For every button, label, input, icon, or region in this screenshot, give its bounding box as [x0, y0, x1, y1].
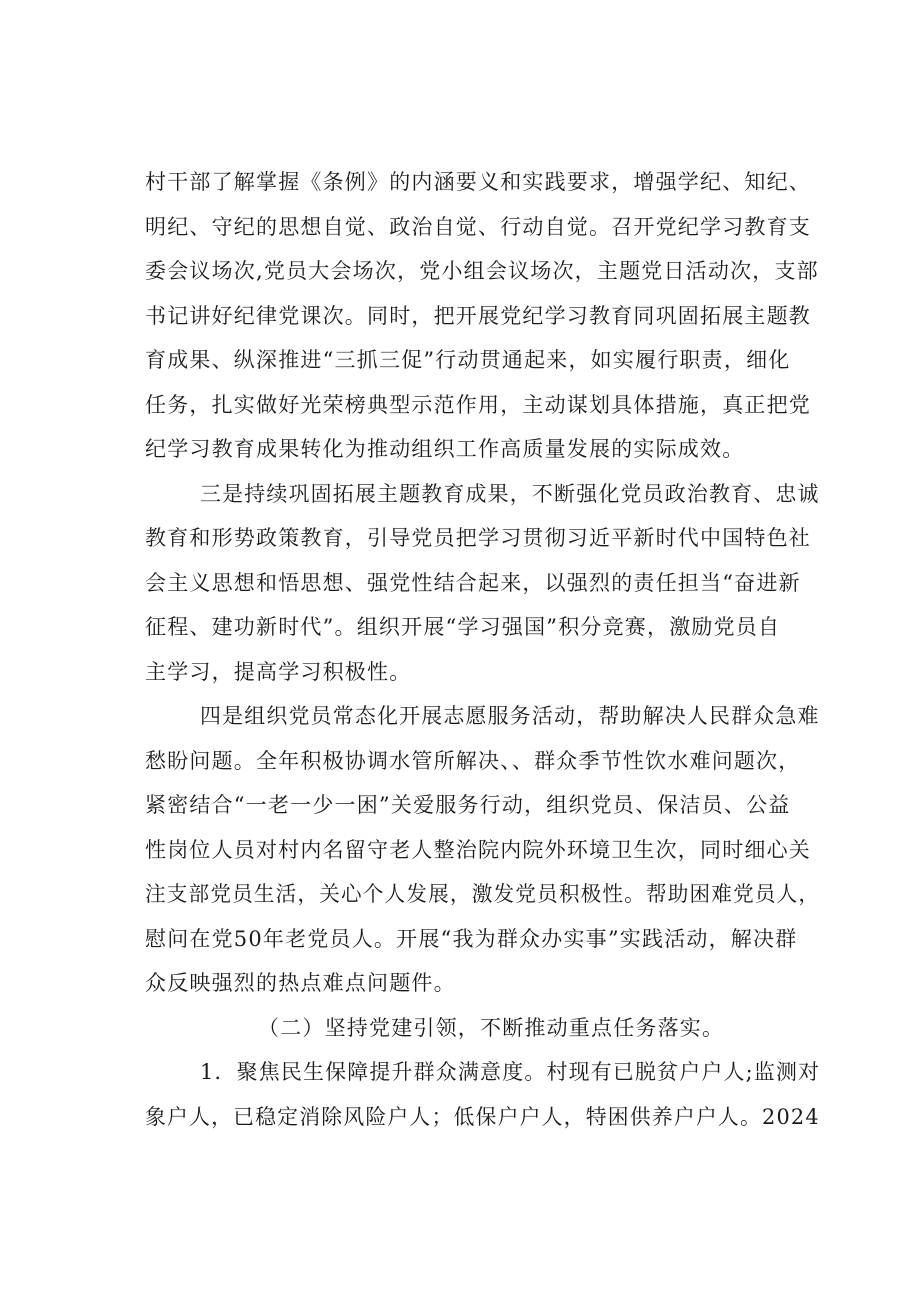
- paragraph-3-line-1: 四是组织党员常态化开展志愿服务活动，帮助解决人民群众急难: [200, 704, 820, 728]
- paragraph-2-line-4: 征程、建功新时代”。组织开展“学习强国”积分竞赛，激励党员自: [145, 615, 781, 639]
- paragraph-3-line-5: 注支部党员生活，关心个人发展，激发党员积极性。帮助困难党员人，: [145, 882, 821, 906]
- paragraph-3-line-2: 愁盼问题。全年积极协调水管所解决、、群众季节性饮水难问题次，: [145, 749, 801, 773]
- paragraph-1-line-3: 委会议场次,党员大会场次，党小组会议场次，主题党日活动次，支部: [145, 259, 819, 283]
- paragraph-3-line-3: 紧密结合“一老一少一困”关爱服务行动，组织党员、保洁员、公益: [145, 793, 791, 817]
- paragraph-3-line-4: 性岗位人员对村内名留守老人整治院内院外环境卫生次，同时细心关: [145, 838, 811, 862]
- paragraph-1-line-7: 纪学习教育成果转化为推动组织工作高质量发展的实际成效。: [145, 437, 745, 461]
- paragraph-1-line-5: 育成果、纵深推进“三抓三促”行动贯通起来，如实履行职责，细化: [145, 348, 791, 372]
- paragraph-4-line-2: 象户人，已稳定消除风险户人；低保户户人，特困供养户户人。2024: [145, 1105, 820, 1129]
- paragraph-2-line-5: 主学习，提高学习积极性。: [145, 660, 412, 684]
- paragraph-3-line-7: 众反映强烈的热点难点问题件。: [145, 971, 456, 995]
- paragraph-2-line-2: 教育和形势政策教育，引导党员把学习贯彻习近平新时代中国特色社: [145, 526, 811, 550]
- paragraph-2-line-1: 三是持续巩固拓展主题教育成果，不断强化党员政治教育、忠诚: [200, 482, 820, 506]
- paragraph-1-line-6: 任务，扎实做好光荣榜典型示范作用，主动谋划具体措施，真正把党: [145, 393, 811, 417]
- paragraph-1-line-1: 村干部了解掌握《条例》的内涵要义和实践要求，增强学纪、知纪、: [145, 170, 811, 194]
- paragraph-1-line-2: 明纪、守纪的思想自觉、政治自觉、行动自觉。召开党纪学习教育支: [145, 215, 811, 239]
- section-heading: （二）坚持党建引领，不断推动重点任务落实。: [258, 1016, 725, 1040]
- paragraph-1-line-4: 书记讲好纪律党课次。同时，把开展党纪学习教育同巩固拓展主题教: [145, 304, 811, 328]
- paragraph-4-line-1: 1．聚焦民生保障提升群众满意度。村现有已脱贫户户人;监测对: [200, 1060, 821, 1084]
- paragraph-2-line-3: 会主义思想和悟思想、强党性结合起来，以强烈的责任担当“奋进新: [145, 571, 801, 595]
- paragraph-3-line-6: 慰问在党50年老党员人。开展“我为群众办实事”实践活动，解决群: [145, 927, 798, 951]
